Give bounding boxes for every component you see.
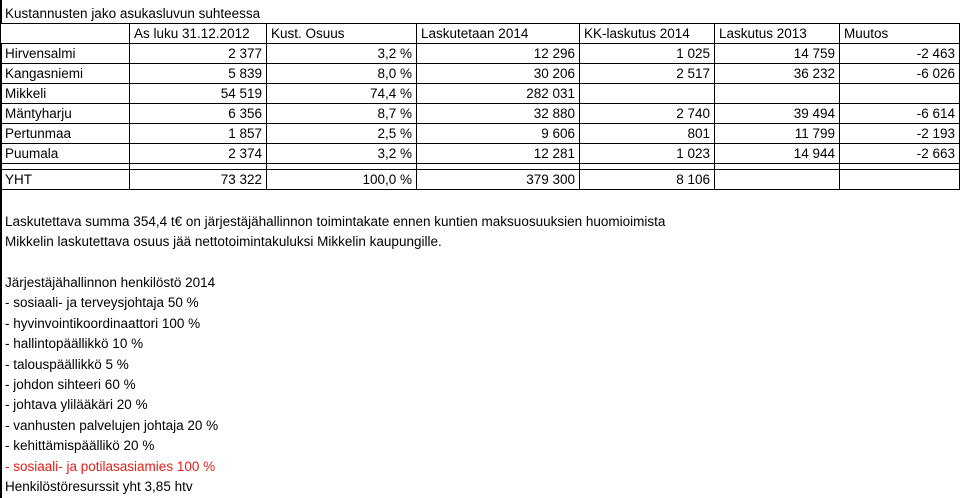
change-cell [840, 84, 960, 104]
notes-block [5, 212, 665, 252]
population-cell: 1 857 [130, 124, 267, 144]
billing-2013-cell: 11 799 [715, 124, 840, 144]
municipality-cell: Puumala [1, 144, 130, 164]
municipality-cell: Mikkeli [1, 84, 130, 104]
table-row [1, 44, 960, 64]
total-label-cell: YHT [1, 170, 130, 190]
billing-2013-cell: 39 494 [715, 104, 840, 124]
monthly-billing-cell: 801 [580, 124, 715, 144]
header-billing-2013: Laskutus 2013 [715, 24, 840, 44]
header-cost-share: Kust. Osuus [267, 24, 417, 44]
staff-item: - kehittämispäällikö 20 % [5, 438, 155, 454]
cost-allocation-table [0, 23, 960, 190]
total-cost-share-cell: 100,0 % [267, 170, 417, 190]
billed-2014-cell: 12 281 [417, 144, 580, 164]
header-billed-2014: Laskutetaan 2014 [417, 24, 580, 44]
change-cell: -2 193 [840, 124, 960, 144]
monthly-billing-cell: 1 023 [580, 144, 715, 164]
municipality-cell: Pertunmaa [1, 124, 130, 144]
population-cell: 2 374 [130, 144, 267, 164]
note-line: Laskutettava summa 354,4 t€ on järjestäjähallinnon toimintakate ennen kuntien maksuosuuksien huomioimista [5, 214, 666, 229]
staff-item: - hallintopäällikkö 10 % [5, 336, 144, 352]
cost-share-cell: 3,2 % [267, 44, 417, 64]
table-total-row [1, 170, 960, 190]
staff-block [5, 273, 218, 497]
staff-item-highlighted: - sosiaali- ja potilasasiamies 100 % [5, 458, 216, 474]
staff-total: Henkilöstöresurssit yht 3,85 htv [5, 478, 193, 494]
cost-share-cell: 74,4 % [267, 84, 417, 104]
monthly-billing-cell [580, 84, 715, 104]
cost-share-cell: 2,5 % [267, 124, 417, 144]
change-cell: -6 026 [840, 64, 960, 84]
staff-item: - talouspäällikkö 5 % [5, 356, 129, 372]
cost-share-cell: 8,7 % [267, 104, 417, 124]
total-change-cell [840, 170, 960, 190]
billed-2014-cell: 282 031 [417, 84, 580, 104]
population-cell: 6 356 [130, 104, 267, 124]
billing-2013-cell: 36 232 [715, 64, 840, 84]
cost-share-cell: 3,2 % [267, 144, 417, 164]
billed-2014-cell: 9 606 [417, 124, 580, 144]
total-monthly-billing-cell: 8 106 [580, 170, 715, 190]
total-billed-2014-cell: 379 300 [417, 170, 580, 190]
monthly-billing-cell: 2 517 [580, 64, 715, 84]
note-line: Mikkelin laskutettava osuus jää nettotoimintakuluksi Mikkelin kaupungille. [5, 234, 442, 249]
population-cell: 54 519 [130, 84, 267, 104]
billed-2014-cell: 12 296 [417, 44, 580, 64]
table-row [1, 64, 960, 84]
change-cell: -2 463 [840, 44, 960, 64]
billing-2013-cell: 14 759 [715, 44, 840, 64]
staff-heading: Järjestäjähallinnon henkilöstö 2014 [5, 275, 216, 290]
staff-item: - sosiaali- ja terveysjohtaja 50 % [5, 295, 199, 311]
municipality-cell: Hirvensalmi [1, 44, 130, 64]
total-population-cell: 73 322 [130, 170, 267, 190]
monthly-billing-cell: 2 740 [580, 104, 715, 124]
sheet-title: Kustannusten jako asukasluvun suhteessa [5, 6, 261, 21]
table-header-row [1, 24, 960, 44]
monthly-billing-cell: 1 025 [580, 44, 715, 64]
billed-2014-cell: 32 880 [417, 104, 580, 124]
population-cell: 2 377 [130, 44, 267, 64]
cost-share-cell: 8,0 % [267, 64, 417, 84]
change-cell: -6 614 [840, 104, 960, 124]
header-population: As luku 31.12.2012 [130, 24, 267, 44]
table-row [1, 124, 960, 144]
header-change: Muutos [840, 24, 960, 44]
header-monthly-billing-2014: KK-laskutus 2014 [580, 24, 715, 44]
billing-2013-cell [715, 84, 840, 104]
staff-item: - vanhusten palvelujen johtaja 20 % [5, 417, 219, 433]
table-row [1, 144, 960, 164]
billed-2014-cell: 30 206 [417, 64, 580, 84]
table-row [1, 84, 960, 104]
staff-item: - johdon sihteeri 60 % [5, 376, 136, 392]
population-cell: 5 839 [130, 64, 267, 84]
header-cell-empty [1, 24, 130, 44]
billing-2013-cell: 14 944 [715, 144, 840, 164]
change-cell: -2 663 [840, 144, 960, 164]
staff-item: - johtava ylilääkäri 20 % [5, 397, 148, 413]
table-row [1, 104, 960, 124]
total-billing-2013-cell [715, 170, 840, 190]
municipality-cell: Mäntyharju [1, 104, 130, 124]
staff-item: - hyvinvointikoordinaattori 100 % [5, 315, 201, 331]
municipality-cell: Kangasniemi [1, 64, 130, 84]
